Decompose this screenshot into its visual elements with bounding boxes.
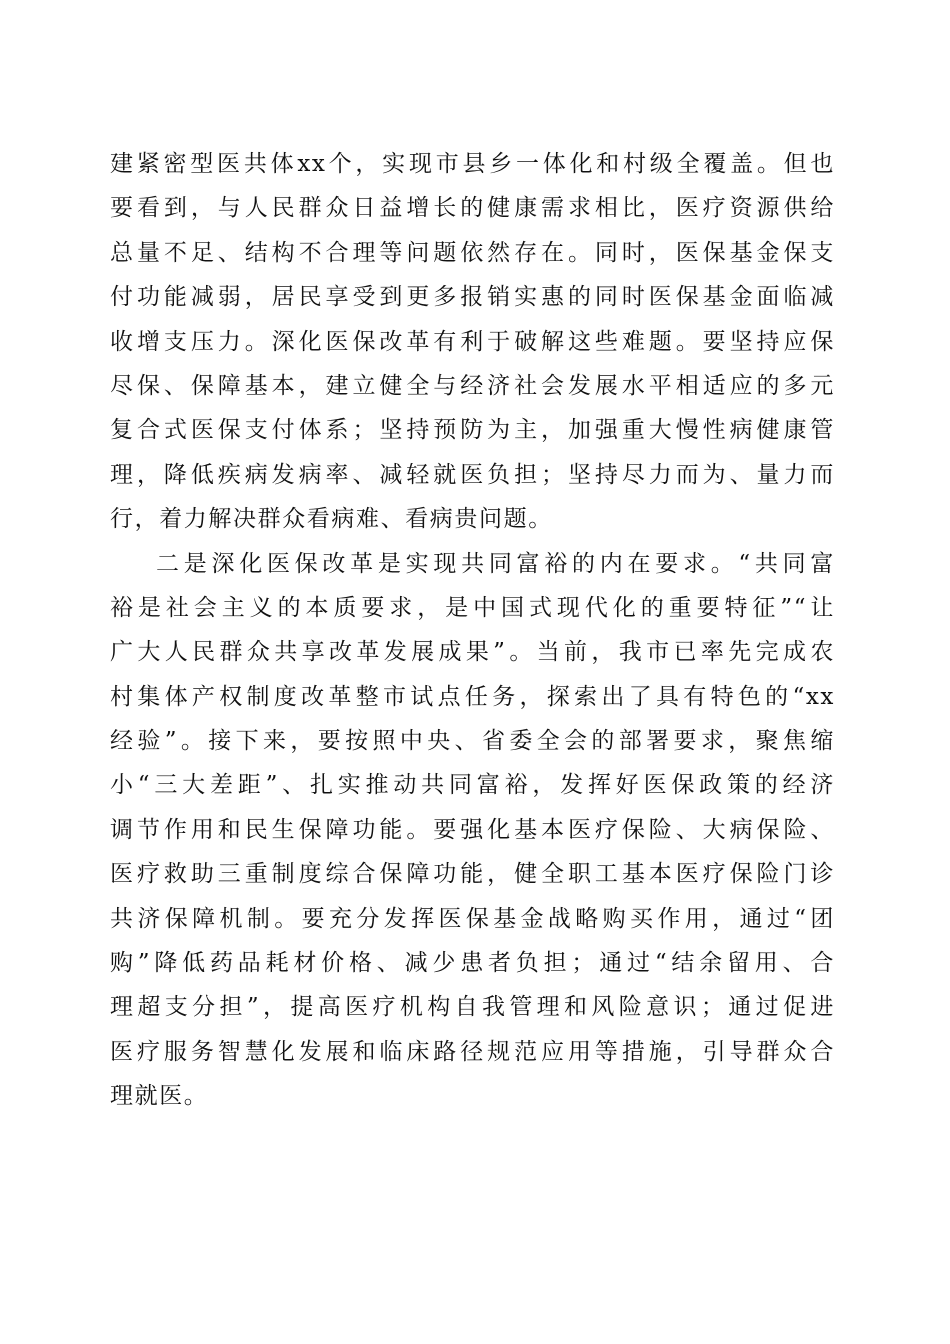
text-line: 调节作用和民生保障功能。要强化基本医疗保险、大病保险、 [110, 816, 835, 843]
text-line: 理，降低疾病发病率、减轻就医负担；坚持尽力而为、量力而 [110, 461, 835, 488]
text-line: 理就医。 [110, 1083, 209, 1110]
document-body [110, 142, 835, 1119]
text-line: 医疗救助三重制度综合保障功能，健全职工基本医疗保险门诊 [110, 861, 835, 888]
text-line: 医疗服务智慧化发展和临床路径规范应用等措施，引导群众合 [110, 1038, 835, 1065]
text-line: 总量不足、结构不合理等问题依然存在。同时，医保基金保支 [110, 239, 835, 266]
text-line: 广大人民群众共享改革发展成果”。当前，我市已率先完成农 [110, 639, 835, 666]
text-line: 尽保、保障基本，建立健全与经济社会发展水平相适应的多元 [110, 372, 835, 399]
text-line: 建紧密型医共体xx个，实现市县乡一体化和村级全覆盖。但也 [110, 151, 835, 177]
text-line: 经验”。接下来，要按照中央、省委全会的部署要求，聚焦缩 [110, 728, 835, 755]
text-line: 行，着力解决群众看病难、看病贵问题。 [110, 506, 553, 533]
text-line: 购”降低药品耗材价格、减少患者负担；通过“结余留用、合 [110, 950, 835, 977]
text-line: 二是深化医保改革是实现共同富裕的内在要求。“共同富 [156, 550, 835, 577]
paragraph-2 [110, 542, 835, 1119]
text-line: 裕是社会主义的本质要求，是中国式现代化的重要特征”“让 [110, 594, 835, 621]
text-line: 共济保障机制。要充分发挥医保基金战略购买作用，通过“团 [110, 905, 835, 932]
text-line: 付功能减弱，居民享受到更多报销实惠的同时医保基金面临减 [110, 284, 835, 311]
text-line: 理超支分担”，提高医疗机构自我管理和风险意识；通过促进 [110, 994, 835, 1021]
text-line: 要看到，与人民群众日益增长的健康需求相比，医疗资源供给 [110, 195, 835, 222]
text-line: 小“三大差距”、扎实推动共同富裕，发挥好医保政策的经济 [110, 772, 835, 799]
text-line: 复合式医保支付体系；坚持预防为主，加强重大慢性病健康管 [110, 417, 835, 444]
paragraph-1 [110, 142, 835, 542]
text-line: 村集体产权制度改革整市试点任务，探索出了具有特色的“xx [110, 683, 835, 710]
text-line: 收增支压力。深化医保改革有利于破解这些难题。要坚持应保 [110, 328, 835, 355]
